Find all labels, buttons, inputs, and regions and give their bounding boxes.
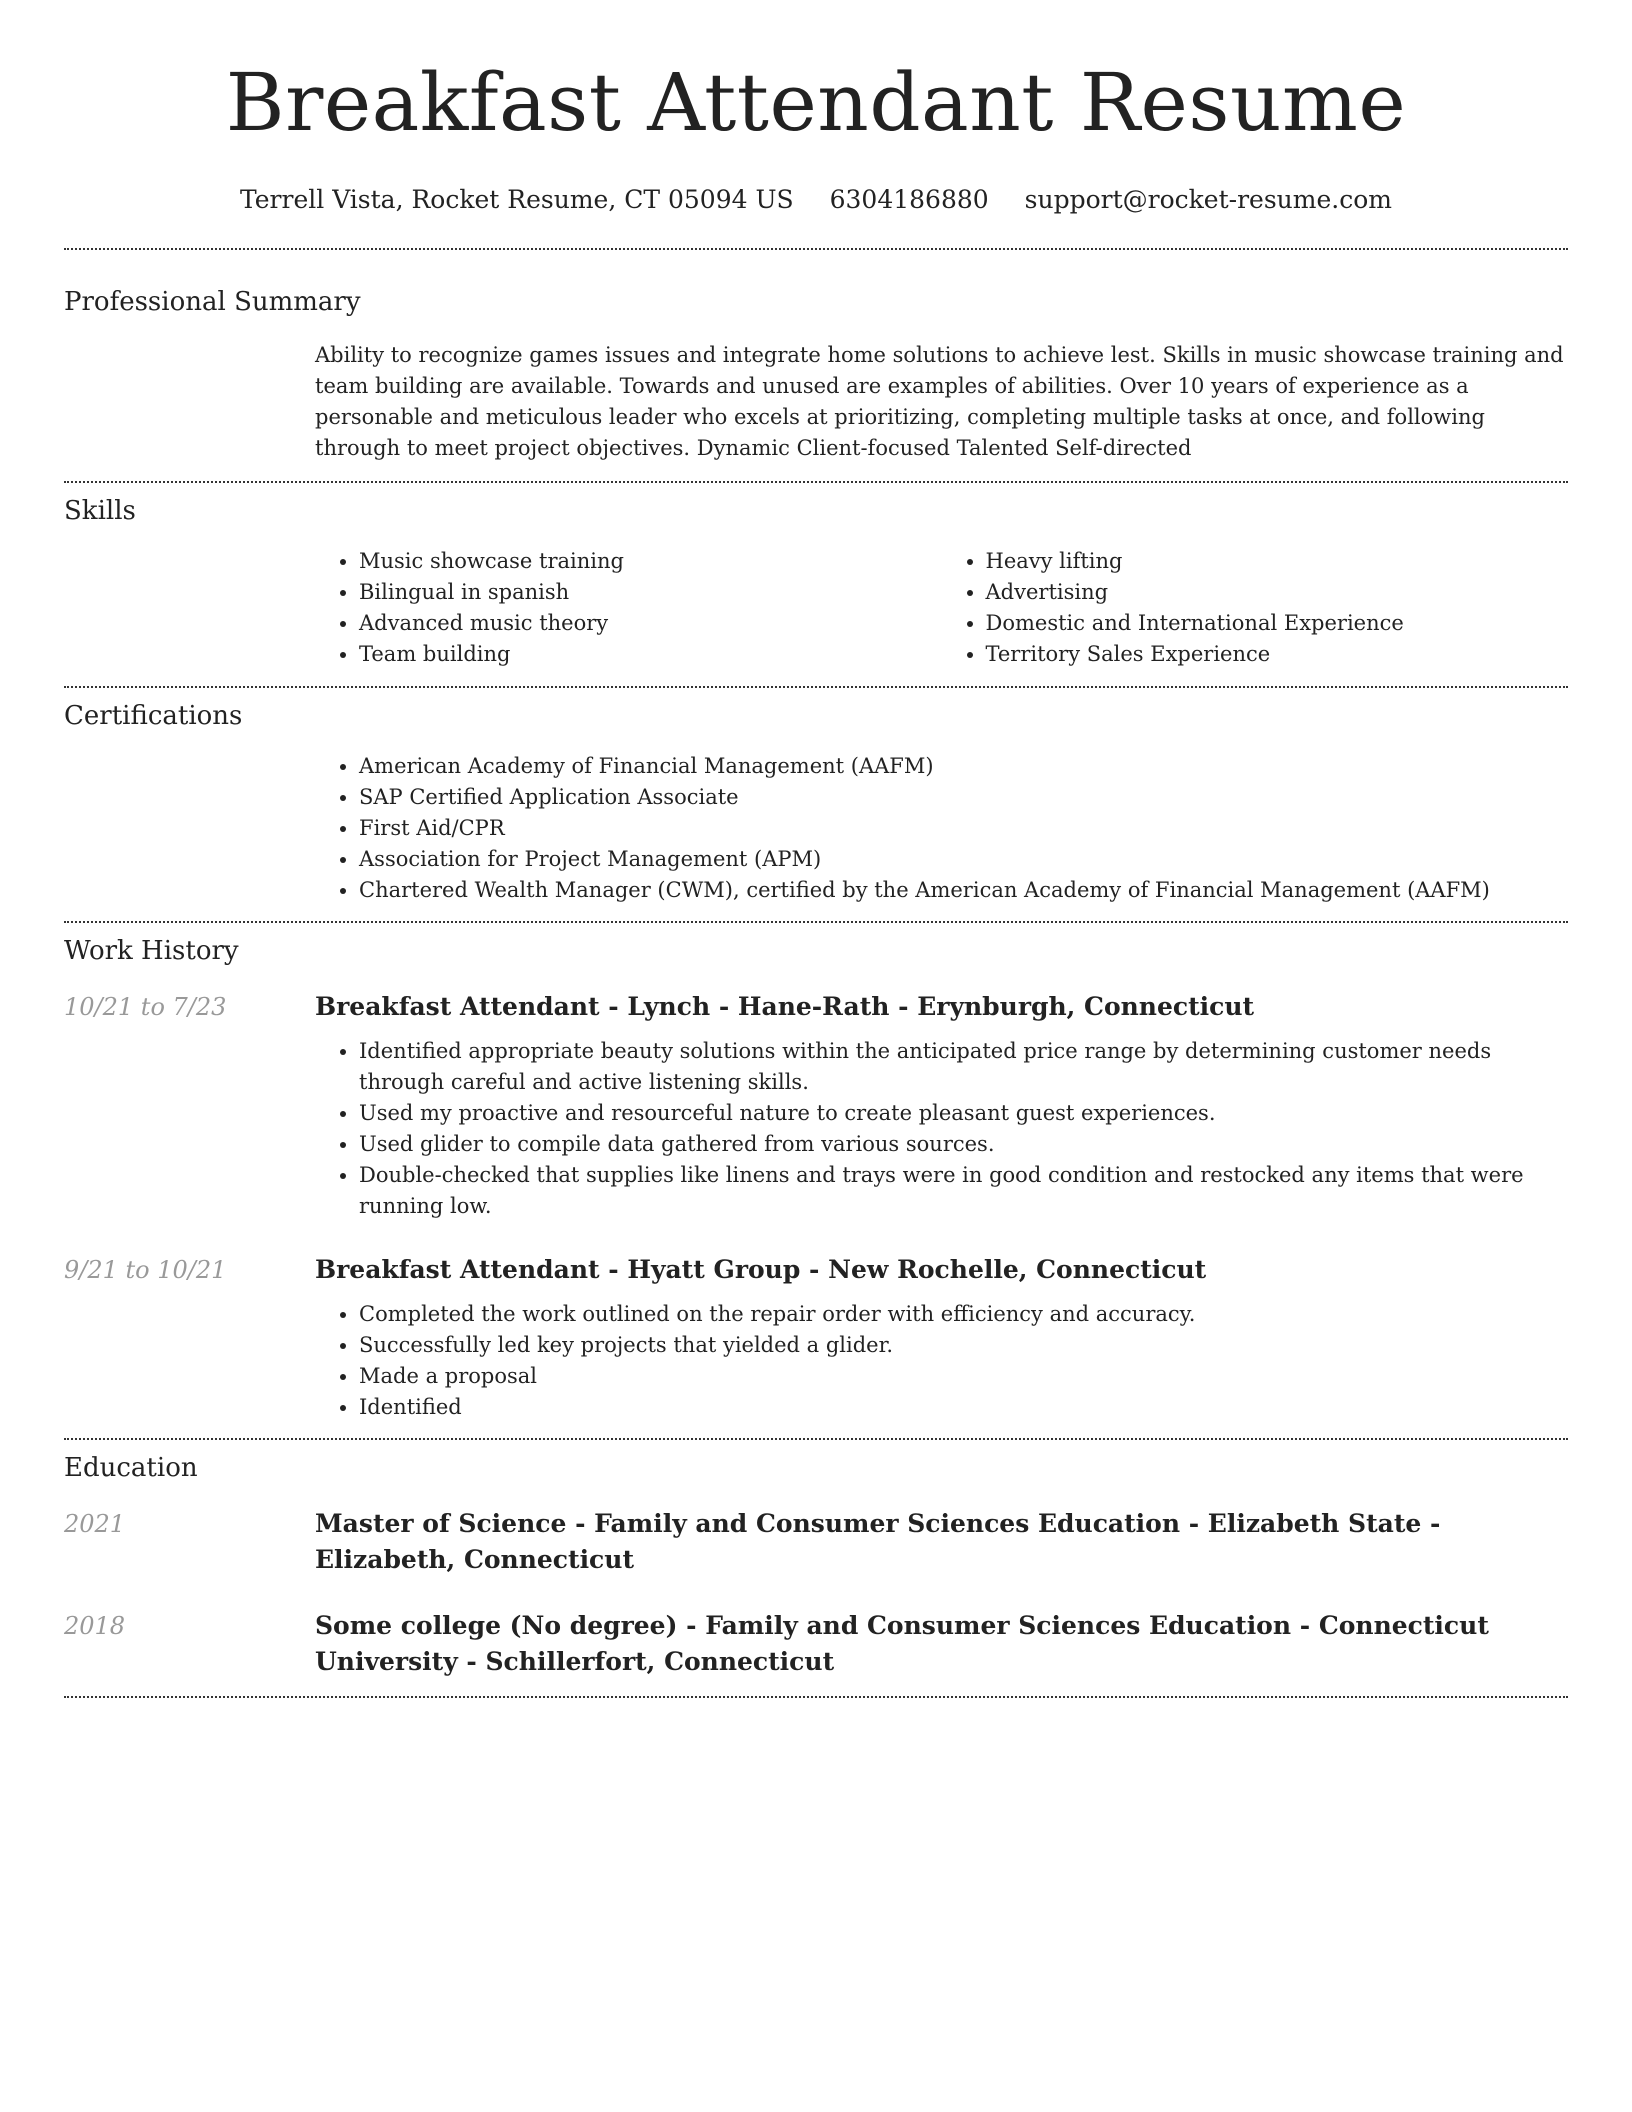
certification-item: • American Academy of Financial Management (AAFM): [359, 751, 1568, 782]
summary-text: Ability to recognize games issues and integrate home solutions to achieve lest. Skills in music showcase training and team building are available. Towards and unused are examples of abilities. Over 10 years of experience as a personable and meticulous leader who excels at prioritizing, completing multiple tasks at once, and following through to meet project objectives. Dynamic Client-focused Talented Self-directed: [315, 343, 1564, 460]
education-title: Master of Science - Family and Consumer Sciences Education - Elizabeth State - Elizabeth, Connecticut: [315, 1509, 1441, 1574]
job-bullet: • Used glider to compile data gathered from various sources.: [359, 1129, 1568, 1160]
resume-title: Breakfast Attendant Resume: [225, 56, 1407, 149]
education-year: 2021: [64, 1510, 126, 1538]
skill-item: • Territory Sales Experience: [986, 639, 1569, 670]
skill-item: • Advanced music theory: [359, 608, 942, 639]
contact-line: [64, 182, 1568, 218]
certifications-list: [315, 751, 1568, 906]
skill-item: • Music showcase training: [359, 546, 942, 577]
skills-section: [64, 483, 1568, 670]
skill-item: • Bilingual in spanish: [359, 577, 942, 608]
certification-item: • SAP Certified Application Associate: [359, 782, 1568, 813]
job-bullet: • Completed the work outlined on the repair order with efficiency and accuracy.: [359, 1299, 1568, 1330]
job-bullets: [315, 1299, 1568, 1423]
certification-item: • Association for Project Management (APM): [359, 844, 1568, 875]
summary-section: [64, 250, 1568, 464]
education-section: [64, 1440, 1568, 1680]
skill-item: • Team building: [359, 639, 942, 670]
job-bullet: • Used my proactive and resourceful nature to create pleasant guest experiences.: [359, 1098, 1568, 1129]
job-bullets: [315, 1036, 1568, 1222]
section-heading-summary: Professional Summary: [64, 287, 361, 317]
section-heading-work: Work History: [64, 936, 239, 966]
job-bullet: • Identified appropriate beauty solutions within the anticipated price range by determining customer needs through careful and active listening skills.: [359, 1036, 1568, 1098]
job-bullet: • Identified: [359, 1392, 1568, 1423]
divider: [64, 1696, 1568, 1698]
skill-item: • Advertising: [986, 577, 1569, 608]
job-title: Breakfast Attendant - Lynch - Hane-Rath - Erynburgh, Connecticut: [315, 992, 1255, 1021]
job-entry: [64, 1252, 1568, 1423]
job-bullet: • Successfully led key projects that yielded a glider.: [359, 1330, 1568, 1361]
education-entry: [64, 1608, 1568, 1680]
certification-item: • Chartered Wealth Manager (CWM), certified by the American Academy of Financial Management (AAFM): [359, 875, 1568, 906]
job-title: Breakfast Attendant - Hyatt Group - New Rochelle, Connecticut: [315, 1255, 1207, 1284]
skills-list-left: [315, 546, 942, 670]
contact-address: Terrell Vista, Rocket Resume, CT 05094 US: [240, 185, 794, 214]
contact-phone: 6304186880: [829, 185, 989, 214]
skill-item: • Domestic and International Experience: [986, 608, 1569, 639]
job-dates: 9/21 to 10/21: [64, 1256, 227, 1284]
certifications-section: [64, 688, 1568, 906]
education-entry: [64, 1506, 1568, 1578]
resume-page: [64, 0, 1568, 1698]
skills-list-right: [942, 546, 1569, 670]
section-heading-education: Education: [64, 1453, 198, 1483]
job-dates: 10/21 to 7/23: [64, 993, 227, 1021]
certification-item: • First Aid/CPR: [359, 813, 1568, 844]
job-entry: [64, 989, 1568, 1222]
job-bullet: • Double-checked that supplies like linens and trays were in good condition and restocked any items that were running low.: [359, 1160, 1568, 1222]
education-year: 2018: [64, 1612, 126, 1640]
section-heading-certifications: Certifications: [64, 701, 243, 731]
education-title: Some college (No degree) - Family and Consumer Sciences Education - Connecticut University - Schillerfort, Connecticut: [315, 1611, 1489, 1676]
section-heading-skills: Skills: [64, 496, 136, 526]
job-bullet: • Made a proposal: [359, 1361, 1568, 1392]
contact-email: support@rocket-resume.com: [1024, 185, 1392, 214]
work-section: [64, 923, 1568, 1423]
skill-item: • Heavy lifting: [986, 546, 1569, 577]
